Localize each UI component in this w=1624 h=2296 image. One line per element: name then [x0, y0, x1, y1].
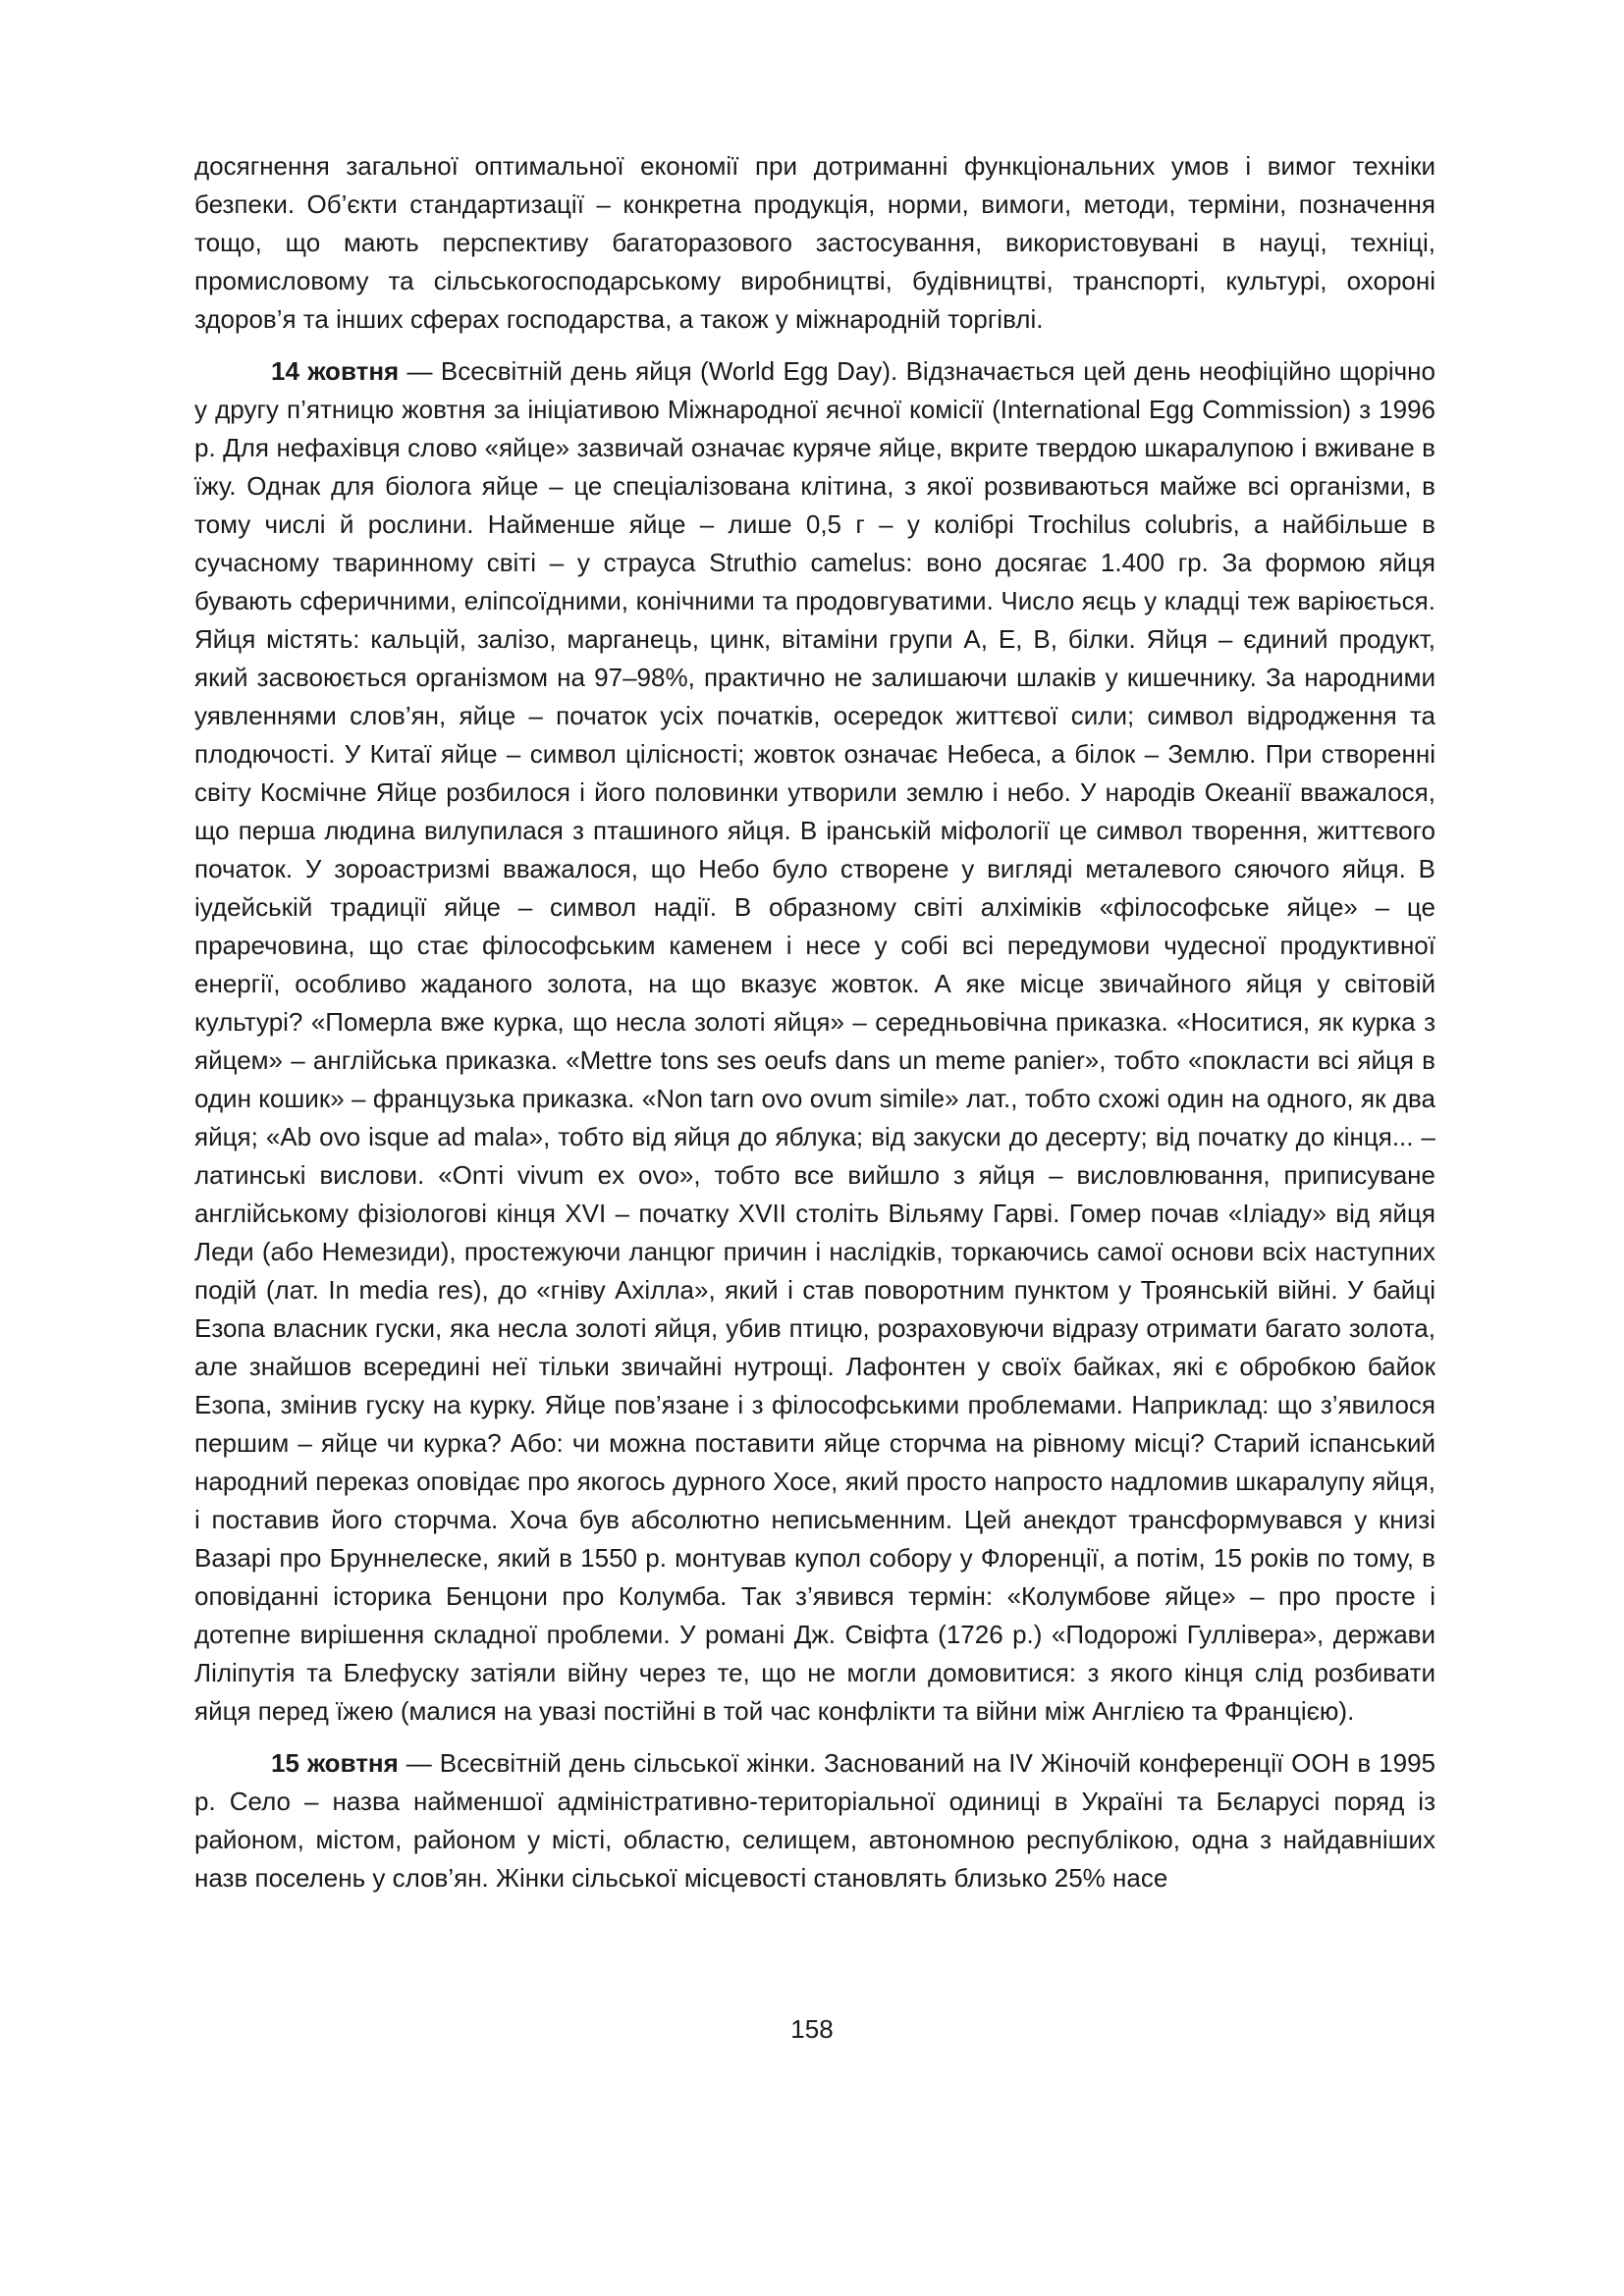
paragraph-gap — [194, 339, 1435, 352]
paragraph-text: — Всесвітній день яйця (World Egg Day). Відзначається цей день неофіційно щорічно у другу п’ятницю жовтня за ініціативою Міжнародної яєчної комісії (International Egg Commission) з 1996 р. Для нефахівця слово «яйце» зазвичай означає куряче яйце, вкрите твердою шкаралупою і вживане в їжу. Однак для біолога яйце – це спеціалізована клітина, з якої розвиваються майже всі організми, в тому числі й рослини. Найменше яйце – лише 0,5 г – у колібрі Trochilus colubris, а найбільше в сучасному тваринному світі – у страуса Struthio camelus: воно досягає 1.400 гр. За формою яйця бувають сферичними, еліпсоїдними, конічними та продовгуватими. Число яєць у кладці теж варіюється. Яйця містять: кальцій, залізо, марганець, цинк, вітаміни групи А, Е, В, білки. Яйця – єдиний продукт, який засвоюється організмом на 97–98%, практично не залишаючи шлаків у кишечнику. За народними уявленнями слов’ян, яйце – початок усіх початків, осередок життєвої сили; символ відродження та плодючості. У Китаї яйце – символ цілісності; жовток означає Небеса, а білок – Землю. При створенні світу Космічне Яйце розбилося і його половинки утворили землю і небо. У народів Океанії вважалося, що перша людина вилупилася з пташиного яйця. В іранській міфології це символ творення, життєвого початок. У зороастризмі вважалося, що Небо було створене у вигляді металевого сяючого яйця. В іудейській традиції яйце – символ надії. В образному світі алхіміків «філософське яйце» – це праречовина, що стає філософським каменем і несе у собі всі передумови чудесної продуктивної енергії, особливо жаданого золота, на що вказує жовток. А яке місце звичайного яйця у світовій культурі? «Померла вже курка, що несла золоті яйця» – середньовічна приказка. «Носитися, як курка з яйцем» – англійська приказка. «Mettre tons ses oeufs dans un meme panier», тобто «покласти всі яйця в один кошик» – французька приказка. «Non tarn ovo ovum simile» лат., тобто схожі один на одного, як два яйця; «Ab ovo isque ad mala», тобто від яйця до яблука; від закуски до десерту; від початку до кінця... – латинські вислови. «Onті vivum ex ovo», тобто все вийшло з яйця – висловлювання, приписуване англійському фізіологові кінця XVI – початку XVII століть Вільяму Гарві. Гомер почав «Іліаду» від яйця Леди (або Немезиди), простежуючи ланцюг причин і наслідків, торкаючись самої основи всіх наступних подій (лат. In media res), до «гніву Ахілла», який і став поворотним пунктом у Троянській війні. У байці Езопа власник гуски, яка несла золоті яйця, убив птицю, розраховуючи відразу отримати багато золота, але знайшов всередині неї тільки звичайні нутрощі. Лафонтен у своїх байках, які є обробкою байок Езопа, змінив гуску на курку. Яйце пов’язане і з філософськими проблемами. Наприклад: що з’явилося першим – яйце чи курка? Або: чи можна поставити яйце сторчма на рівному місці? Старий іспанський народний переказ оповідає про якогось дурного Хосе, який просто напросто надломив шкаралупу яйця, і поставив його сторчма. Хоча був абсолютно неписьменним. Цей анекдот трансформувався у книзі Вазарі про Бруннелеске, який в 1550 р. монтував купол собору у Флоренції, а потім, 15 років по тому, в оповіданні історика Бенцони про Колумба. Так з’явився термін: «Колумбове яйце» – про просте і дотепне вирішення складної проблеми. У романі Дж. Свіфта (1726 р.) «Подорожі Гуллівера», держави Ліліпутія та Блефуску затіяли війну через те, що не могли домовитися: з якого кінця слід розбивати яйця перед їжею (малися на увазі постійні в той час конфлікти та війни між Англією та Францією). — [194, 356, 1435, 1726]
paragraph-world-egg-day — [194, 352, 1435, 1731]
paragraph-gap — [194, 1731, 1435, 1744]
paragraph-rural-women-day — [194, 1744, 1435, 1897]
paragraph-standardization-continued: досягнення загальної оптимальної економії при дотриманні функціональних умов і вимог техніки безпеки. Об’єкти стандартизації – конкретна продукція, норми, вимоги, методи, терміни, позначення тощо, що мають перспективу багаторазового застосування, використовувані в науці, техніці, промисловому та сільськогосподарському виробництві, будівництві, транспорті, культурі, охороні здоров’я та інших сферах господарства, а також у міжнародній торгівлі. — [194, 151, 1435, 334]
page-number: 158 — [790, 2014, 834, 2044]
date-heading-oct-15: 15 жовтня — [271, 1748, 399, 1778]
paragraph-text: — Всесвітній день сільської жінки. Заснований на IV Жіночій конференції ООН в 1995 р. Село – назва найменшої адміністративно-територіальної одиниці в Україні та Бєларусі поряд із районом, містом, районом у місті, областю, селищем, автономною республікою, одна з найдавніших назв поселень у слов’ян. Жінки сільської місцевості становлять близько 25% насе — [194, 1748, 1435, 1893]
page-body — [194, 147, 1435, 1897]
date-heading-oct-14: 14 жовтня — [271, 356, 400, 386]
